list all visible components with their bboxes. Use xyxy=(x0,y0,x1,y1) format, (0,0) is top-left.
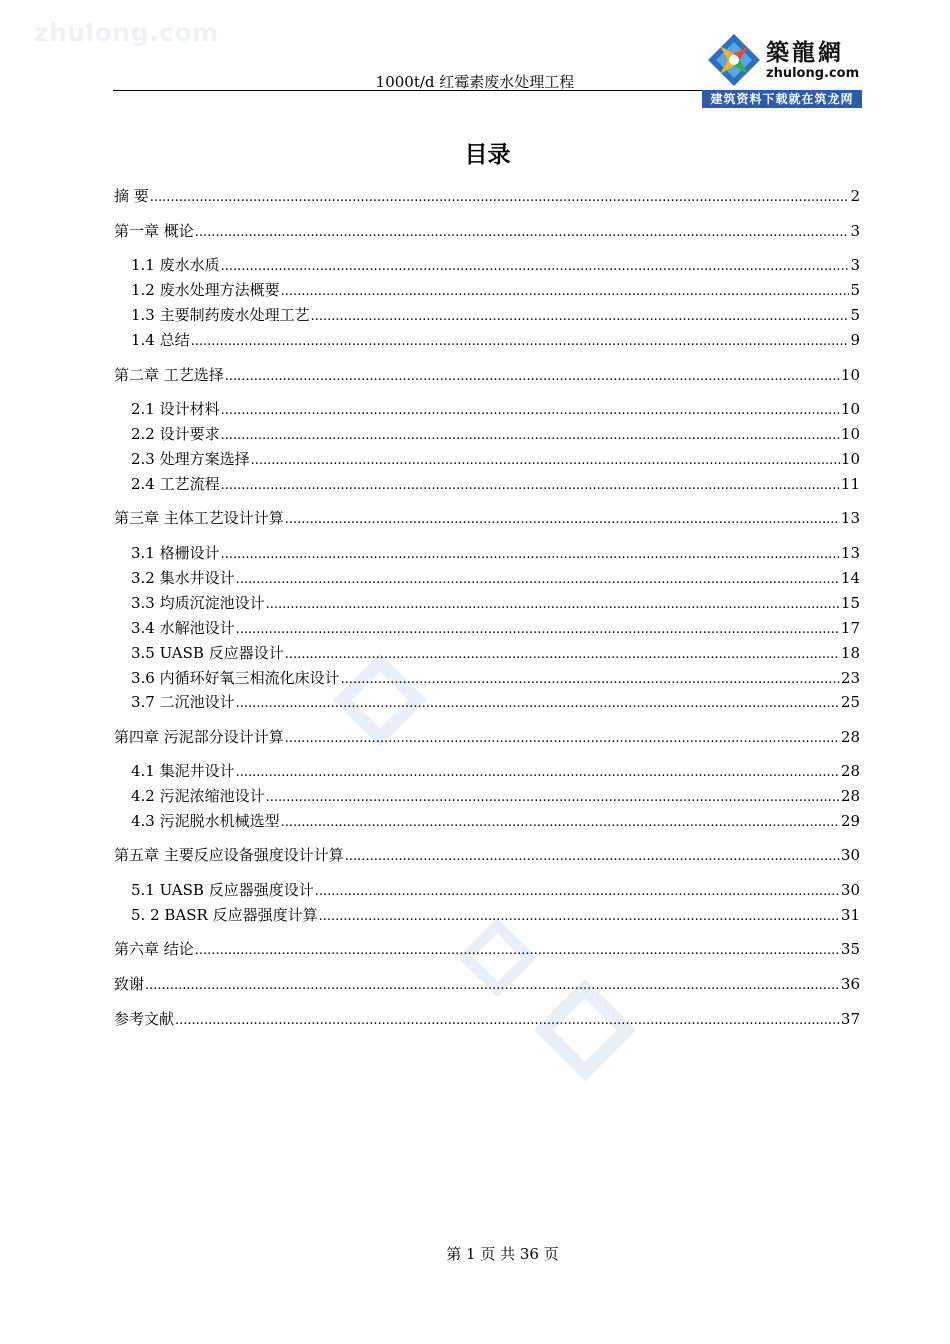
toc-dot-leader xyxy=(191,330,850,352)
toc-dot-leader xyxy=(285,643,840,665)
toc-entry-page: 17 xyxy=(840,619,860,637)
toc-entry-page: 25 xyxy=(840,693,860,711)
toc-entry-label: 3.5 UASB 反应器设计 xyxy=(131,644,284,662)
page-footer: 第 1 页 共 36 页 xyxy=(446,1245,559,1263)
toc-entry-page: 10 xyxy=(840,400,860,418)
toc-entry-label: 摘 要 xyxy=(114,187,149,205)
toc-entry[interactable] xyxy=(131,880,860,902)
toc-entry[interactable] xyxy=(131,543,860,565)
toc-entry-label: 第二章 工艺选择 xyxy=(114,366,224,384)
header-title: 1000t/d 红霉素废水处理工程 xyxy=(375,73,575,91)
toc-dot-leader xyxy=(281,280,850,302)
toc-entry-label: 1.1 废水水质 xyxy=(131,256,220,274)
toc-entry-label: 第四章 污泥部分设计计算 xyxy=(114,728,284,746)
toc-entry[interactable] xyxy=(114,365,860,387)
toc-entry-label: 4.1 集泥井设计 xyxy=(131,762,235,780)
toc-entry-page: 37 xyxy=(840,1010,860,1028)
toc-entry-page: 36 xyxy=(840,975,860,993)
toc-entry-page: 11 xyxy=(840,475,860,493)
logo-slogan: 建筑资料下载就在筑龙网 xyxy=(702,90,862,108)
toc-dot-leader xyxy=(150,186,850,208)
toc-entry-label: 第五章 主要反应设备强度设计计算 xyxy=(114,846,344,864)
toc-dot-leader xyxy=(236,568,840,590)
toc-entry[interactable] xyxy=(131,474,860,496)
toc-entry-page: 23 xyxy=(840,669,860,687)
toc-entry-page: 35 xyxy=(840,940,860,958)
toc-dot-leader xyxy=(311,305,850,327)
toc-entry[interactable] xyxy=(131,330,860,352)
toc-entry-label: 3.6 内循环好氧三相流化床设计 xyxy=(131,669,340,687)
toc-entry-label: 2.2 设计要求 xyxy=(131,425,220,443)
toc-dot-leader xyxy=(221,543,840,565)
toc-entry-page: 9 xyxy=(850,331,860,349)
toc-entry-page: 10 xyxy=(840,450,860,468)
toc-title: 目录 xyxy=(464,142,511,168)
toc-entry-page: 31 xyxy=(840,906,860,924)
toc-entry[interactable] xyxy=(114,845,860,867)
toc-entry-label: 第一章 概论 xyxy=(114,222,194,240)
toc-entry[interactable] xyxy=(114,1009,860,1031)
toc-entry-page: 18 xyxy=(840,644,860,662)
toc-entry[interactable] xyxy=(131,593,860,615)
toc-entry-page: 3 xyxy=(850,256,860,274)
toc-entry-page: 28 xyxy=(840,762,860,780)
toc-entry[interactable] xyxy=(131,305,860,327)
toc-entry[interactable] xyxy=(114,939,860,961)
toc-dot-leader xyxy=(345,845,840,867)
toc-entry-label: 3.2 集水井设计 xyxy=(131,569,235,587)
toc-entry[interactable] xyxy=(131,280,860,302)
toc-dot-leader xyxy=(195,939,840,961)
toc-entry-page: 28 xyxy=(840,787,860,805)
toc-dot-leader xyxy=(251,449,840,471)
toc-dot-leader xyxy=(221,255,850,277)
toc-dot-leader xyxy=(266,593,840,615)
logo-en-text: zhulong.com xyxy=(766,66,860,81)
toc-entry-label: 5. 2 BASR 反应器强度计算 xyxy=(131,906,318,924)
toc-entry[interactable] xyxy=(131,811,860,833)
toc-entry[interactable] xyxy=(131,255,860,277)
toc-entry-label: 4.3 污泥脱水机械选型 xyxy=(131,812,280,830)
toc-entry-label: 3.1 格栅设计 xyxy=(131,544,220,562)
toc-entry[interactable] xyxy=(131,399,860,421)
toc-dot-leader xyxy=(315,880,840,902)
toc-entry[interactable] xyxy=(131,668,860,690)
toc-entry-page: 5 xyxy=(850,281,860,299)
toc-dot-leader xyxy=(281,811,840,833)
toc-entry-page: 10 xyxy=(840,425,860,443)
toc-entry-label: 4.2 污泥浓缩池设计 xyxy=(131,787,265,805)
toc-entry-label: 2.1 设计材料 xyxy=(131,400,220,418)
toc-dot-leader xyxy=(319,905,840,927)
toc-entry[interactable] xyxy=(114,727,860,749)
toc-entry[interactable] xyxy=(131,692,860,714)
toc-dot-leader xyxy=(221,424,840,446)
toc-entry-label: 致谢 xyxy=(114,975,145,993)
toc-entry[interactable] xyxy=(131,905,860,927)
toc-entry[interactable] xyxy=(114,974,860,996)
toc-dot-leader xyxy=(236,692,840,714)
toc-entry-page: 15 xyxy=(840,594,860,612)
toc-entry-label: 参考文献 xyxy=(114,1010,175,1028)
toc-dot-leader xyxy=(221,474,840,496)
toc-entry-label: 2.4 工艺流程 xyxy=(131,475,220,493)
toc-entry-label: 第六章 结论 xyxy=(114,940,194,958)
toc-entry-label: 5.1 UASB 反应器强度设计 xyxy=(131,881,314,899)
toc-entry-page: 28 xyxy=(840,728,860,746)
toc-entry-page: 13 xyxy=(840,509,860,527)
toc-entry[interactable] xyxy=(131,618,860,640)
toc-entry-label: 第三章 主体工艺设计计算 xyxy=(114,509,284,527)
toc-entry[interactable] xyxy=(131,568,860,590)
toc-entry[interactable] xyxy=(131,449,860,471)
toc-entry-page: 14 xyxy=(840,569,860,587)
toc-entry-page: 29 xyxy=(840,812,860,830)
toc-dot-leader xyxy=(285,508,840,530)
toc-entry[interactable] xyxy=(114,508,860,530)
toc-entry[interactable] xyxy=(131,786,860,808)
toc-entry-label: 3.7 二沉池设计 xyxy=(131,693,235,711)
toc-entry-label: 2.3 处理方案选择 xyxy=(131,450,250,468)
toc-entry-label: 1.2 废水处理方法概要 xyxy=(131,281,280,299)
toc-dot-leader xyxy=(236,618,840,640)
toc-entry[interactable] xyxy=(131,424,860,446)
toc-entry-page: 10 xyxy=(840,366,860,384)
toc-dot-leader xyxy=(285,727,840,749)
toc-entry[interactable] xyxy=(131,643,860,665)
toc-entry[interactable] xyxy=(114,221,860,243)
toc-dot-leader xyxy=(236,761,840,783)
watermark-text: zhulong.com xyxy=(34,18,219,47)
toc-dot-leader xyxy=(175,1009,840,1031)
toc-entry-page: 30 xyxy=(840,846,860,864)
toc-dot-leader xyxy=(266,786,840,808)
toc-entry-page: 13 xyxy=(840,544,860,562)
toc-entry-label: 1.3 主要制药废水处理工艺 xyxy=(131,306,310,324)
toc-dot-leader xyxy=(225,365,840,387)
toc-entry-label: 3.4 水解池设计 xyxy=(131,619,235,637)
logo-cn-text: 築龍網 xyxy=(766,39,844,66)
toc-entry-page: 5 xyxy=(850,306,860,324)
toc-dot-leader xyxy=(145,974,840,996)
toc-entry-label: 1.4 总结 xyxy=(131,331,190,349)
toc-entry[interactable] xyxy=(131,761,860,783)
toc-entry[interactable] xyxy=(114,186,860,208)
toc-entry-page: 30 xyxy=(840,881,860,899)
toc-dot-leader xyxy=(341,668,840,690)
toc-dot-leader xyxy=(195,221,850,243)
toc-entry-page: 2 xyxy=(850,187,860,205)
toc-dot-leader xyxy=(221,399,840,421)
toc-entry-label: 3.3 均质沉淀池设计 xyxy=(131,594,265,612)
toc-entry-page: 3 xyxy=(850,222,860,240)
